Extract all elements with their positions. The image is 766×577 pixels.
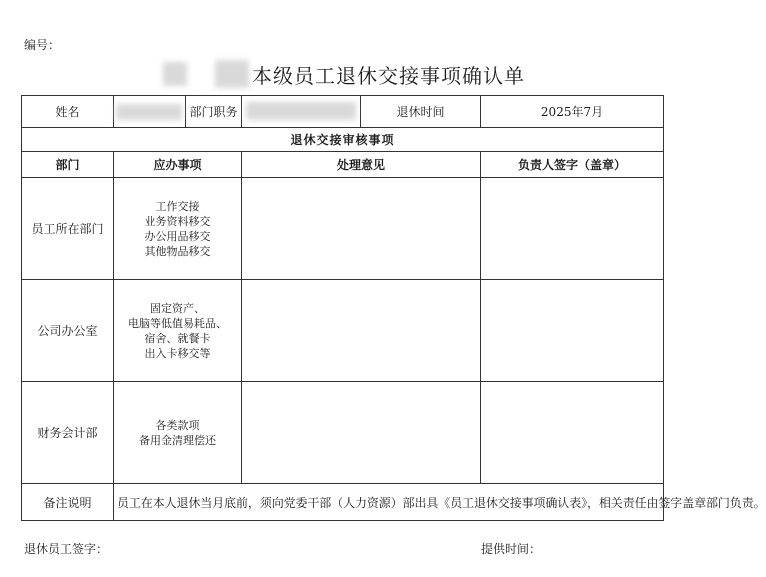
name-value-cell[interactable]	[114, 96, 186, 128]
task-item: 其他物品移交	[144, 244, 211, 258]
dept-position-label: 部门职务	[186, 96, 242, 128]
tasks-cell	[114, 382, 242, 484]
task-item: 出入卡移交等	[144, 346, 211, 360]
dept-name: 财务会计部	[22, 382, 114, 484]
column-header-dept: 部门	[22, 152, 114, 178]
redacted-title-part-1	[163, 62, 187, 86]
redacted-dept-position	[246, 102, 356, 120]
task-item: 宿舍、就餐卡	[144, 331, 211, 345]
column-header-signature: 负责人签字（盖章）	[481, 152, 664, 178]
task-item: 各类款项	[155, 418, 200, 432]
handover-form-table	[21, 95, 766, 521]
column-header-tasks: 应办事项	[114, 152, 242, 178]
table-row-office	[22, 280, 664, 382]
section-title-row	[22, 128, 664, 152]
task-item: 工作交接	[155, 199, 200, 213]
name-label: 姓名	[22, 96, 114, 128]
column-header-opinion: 处理意见	[242, 152, 481, 178]
opinion-cell[interactable]	[242, 178, 481, 280]
provide-time-label: 提供时间：	[481, 542, 542, 556]
dept-name: 员工所在部门	[22, 178, 114, 280]
opinion-cell[interactable]	[242, 280, 481, 382]
retire-time-value[interactable]: 2025年7月	[481, 96, 664, 128]
table-row-finance	[22, 382, 664, 484]
table-row-employee-dept	[22, 178, 664, 280]
document-number-label: 编号：	[24, 38, 61, 52]
dept-name: 公司办公室	[22, 280, 114, 382]
signature-cell[interactable]	[481, 178, 664, 280]
redacted-name	[116, 104, 182, 120]
signature-cell[interactable]	[481, 382, 664, 484]
tasks-cell	[114, 178, 242, 280]
column-header-row	[22, 152, 664, 178]
document-title: 本级员工退休交接事项确认单	[252, 64, 525, 88]
employee-signature-label: 退休员工签字：	[24, 542, 109, 556]
remarks-text: 员工在本人退休当月底前，须向党委干部（人力资源）部出具《员工退休交接事项确认表》，相关责任由签字盖章部门负责。	[114, 484, 664, 521]
task-item: 办公用品移交	[144, 229, 211, 243]
remarks-label: 备注说明	[22, 484, 114, 521]
task-item: 备用金清理偿还	[139, 433, 216, 447]
redacted-title-part-2	[215, 60, 249, 88]
task-item: 固定资产、	[150, 301, 205, 315]
task-item: 业务资料移交	[144, 214, 211, 228]
section-title: 退休交接审核事项	[22, 128, 664, 152]
tasks-cell	[114, 280, 242, 382]
dept-position-value-cell[interactable]	[242, 96, 361, 128]
employee-info-row	[22, 96, 664, 128]
retire-time-label: 退休时间	[361, 96, 481, 128]
title-area	[0, 58, 685, 92]
task-item: 电脑等低值易耗品、	[128, 316, 227, 330]
remarks-row	[22, 484, 664, 521]
signature-cell[interactable]	[481, 280, 664, 382]
opinion-cell[interactable]	[242, 382, 481, 484]
